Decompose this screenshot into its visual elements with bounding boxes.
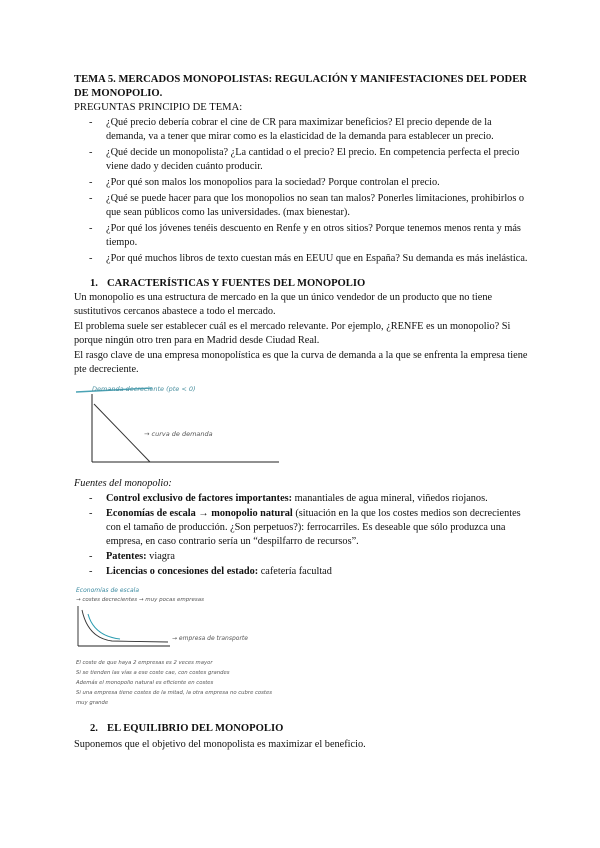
sketch-note: Además el monopolio natural es eficiente en costes — [76, 680, 214, 686]
list-item — [74, 507, 530, 549]
section-heading-1 — [90, 278, 365, 289]
fuentes-label: Fuentes del monopolio: — [74, 478, 172, 489]
sketch-note: Si una empresa tiene costes de la mitad, la otra empresa no cubre costes — [76, 690, 273, 696]
item-bold: Licencias o concesiones del estado: — [106, 566, 259, 577]
demand-line — [94, 404, 150, 462]
demand-curve-sketch — [74, 382, 289, 468]
section-title: EL EQUILIBRIO DEL MONOPOLIO — [107, 723, 284, 734]
sketch-note: muy grande — [76, 700, 109, 706]
item-text: cafetería facultad — [258, 566, 332, 577]
preguntas-header: PREGUNTAS PRINCIPIO DE TEMA: — [74, 102, 243, 113]
section-number: 1. — [90, 278, 98, 289]
sketch-note: El coste de que haya 2 empresas es 2 veces mayor — [76, 660, 213, 666]
paragraph-rasgo-clave: El rasgo clave de una empresa monopolística es que la curva de demanda a la que se enfrenta la empresa tiene pte decreciente. — [74, 350, 528, 375]
item-bold: Economías de escala → monopolio natural — [106, 508, 293, 519]
list-item: - ¿Por qué son malos los monopolios para la sociedad? Porque controlan el precio. — [74, 176, 530, 190]
section-title: CARACTERÍSTICAS Y FUENTES DEL MONOPOLIO — [107, 278, 366, 289]
cost-curve-blue — [88, 614, 120, 639]
list-item — [74, 565, 530, 579]
list-item: - ¿Por qué muchos libros de texto cuestan más en EEUU que en España? Su demanda es más inelástica. — [74, 252, 530, 266]
section-number: 2. — [90, 723, 98, 734]
curve-label: → empresa de transporte — [172, 635, 248, 642]
list-item — [74, 492, 530, 506]
sketch-note: Si se tienden las vías a ese coste cae, con costes grandes — [76, 670, 230, 676]
paragraph-objetivo: Suponemos que el objetivo del monopolista es maximizar el beneficio. — [74, 739, 366, 750]
cost-curve — [82, 610, 168, 642]
economies-of-scale-sketch — [74, 584, 326, 710]
item-bold: Patentes: — [106, 551, 147, 562]
document-title: TEMA 5. MERCADOS MONOPOLISTAS: REGULACIÓN Y MANIFESTACIONES DEL PODER DE MONOPOLIO. — [74, 74, 527, 99]
item-text: viagra — [146, 551, 175, 562]
top-note: Demanda decreciente (pte < 0) — [92, 385, 196, 393]
paragraph-mercado-relevante: El problema suele ser establecer cuál es el mercado relevante. Por ejemplo, ¿RENFE es un monopolio? Si porque ningún otro tren para en Madrid desde Ciudad Real. — [74, 321, 511, 346]
section-heading-2 — [90, 723, 283, 734]
list-item: - ¿Qué se puede hacer para que los monopolios no sean tan malos? Ponerles limitaciones, prohibirlos o que sean públicos como las universidades. (max bienestar). — [74, 192, 530, 220]
list-item: - ¿Qué decide un monopolista? ¿La cantidad o el precio? El precio. En competencia perfecta el precio viene dado y deciden cuánto producir. — [74, 146, 530, 174]
item-bold: Control exclusivo de factores importantes: — [106, 493, 293, 504]
list-item: - ¿Por qué los jóvenes tenéis descuento en Renfe y en otros sitios? Porque tenemos menos renta y más tiempo. — [74, 222, 530, 250]
sketch-subheading: → costes decrecientes → muy pocas empresas — [76, 597, 204, 603]
list-item — [74, 550, 530, 564]
paragraph-definition: Un monopolio es una estructura de mercado en la que un único vendedor de un producto que no tiene sustitutivos cercanos abastece a todo el mercado. — [74, 292, 493, 317]
item-text: manantiales de agua mineral, viñedos riojanos. — [292, 493, 488, 504]
item-text: (situación en la que los costes medios son decrecientes con el tamaño de producción. ¿Son perpetuos?): ferrocarriles. Es deseable que sólo produzca una empresa, en caso contrario sería un “despilfarro de recursos”. — [106, 508, 521, 547]
fuentes-list — [74, 492, 530, 580]
curve-label: → curva de demanda — [144, 430, 213, 438]
list-item: - ¿Qué precio debería cobrar el cine de CR para maximizar beneficios? El precio depende de la demanda, va a tener que mirar como es la elasticidad de la demanda para establecer un precio. — [74, 116, 530, 144]
sketch-heading: Economías de escala — [76, 587, 139, 594]
preguntas-list — [74, 116, 530, 268]
